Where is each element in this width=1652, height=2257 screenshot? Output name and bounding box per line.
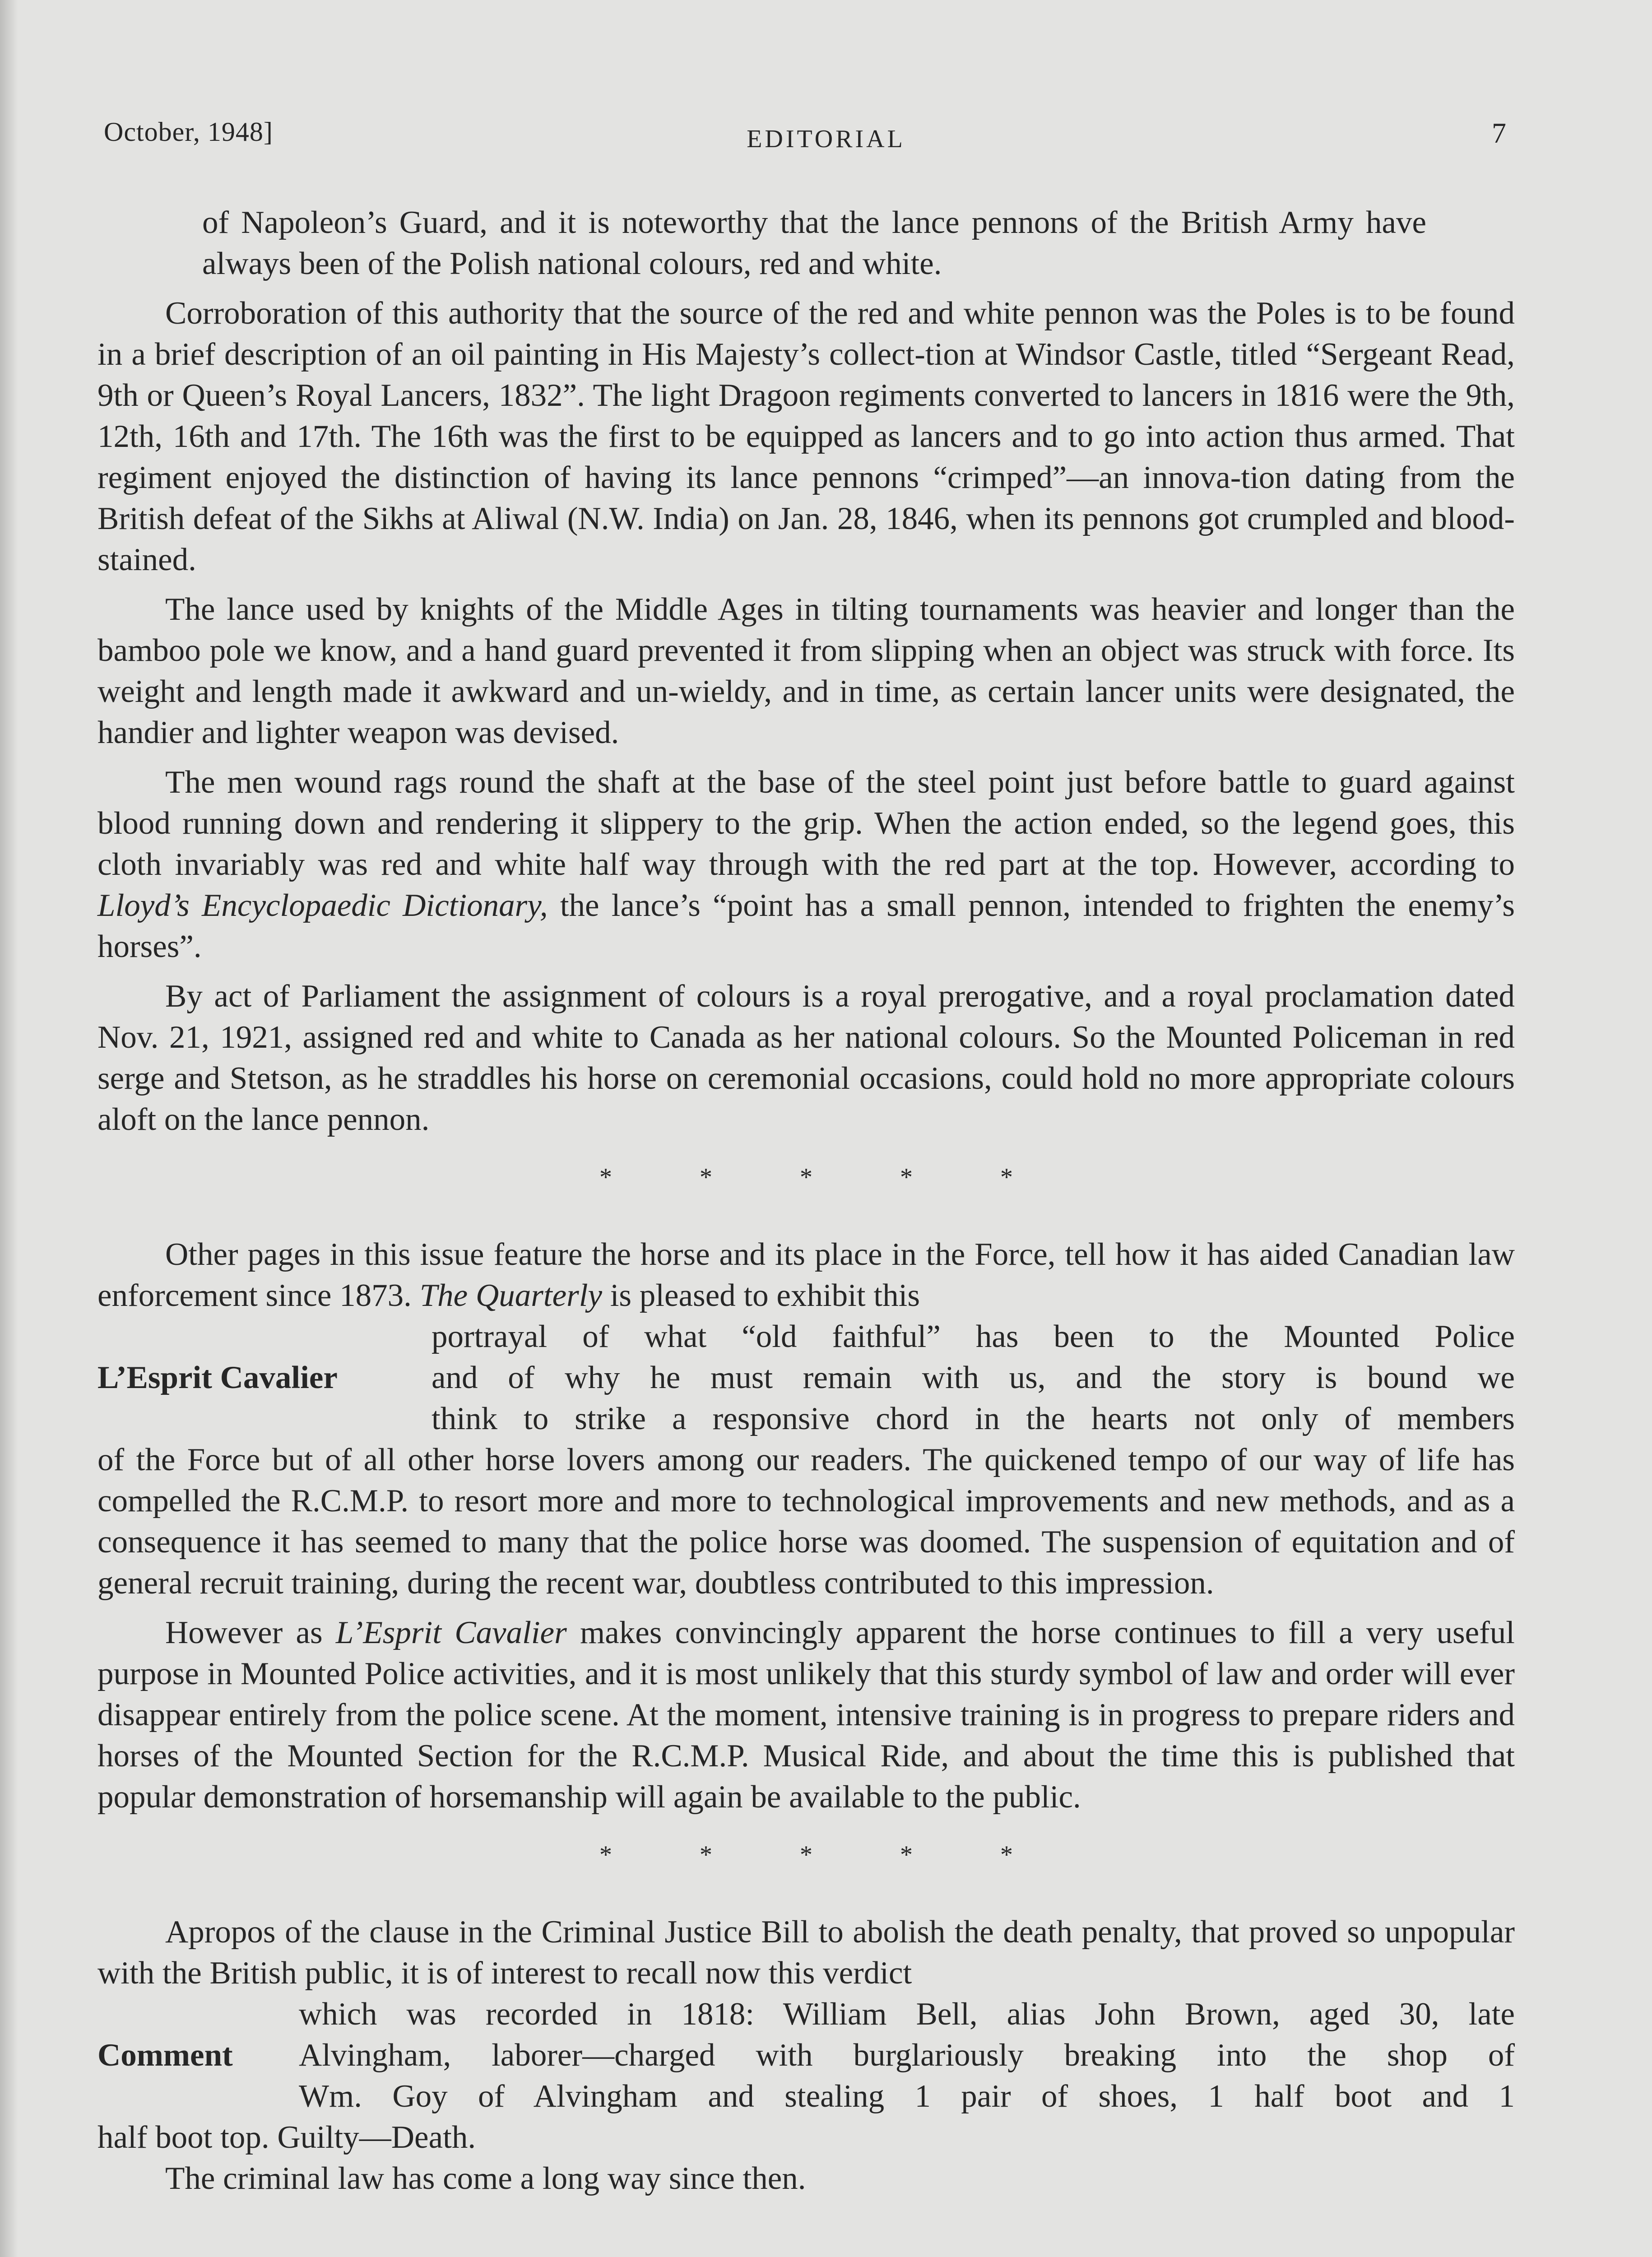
comment-closing: The criminal law has come a long way since then. [165,2161,806,2196]
comment-side-heading-block [97,1994,1515,2117]
running-head [0,116,1652,157]
esprit-continuation: of the Force but of all other horse lovers among our readers. The quickened tempo of our way of life has compelled the R.C.M.P. to resort more and more to technological improvements and new methods, and as a consequence it has seemed to many that the police horse was doomed. The suspension of equitation and of general recruit training, during the recent war, doubtless contributed to this impression. [97,1442,1515,1601]
paragraph-colours: By act of Parliament the assignment of colours is a royal prerogative, and a royal proclamation dated Nov. 21, 1921, assigned red and white to Canada as her national colours. So the Mounted Policeman in red serge and Stetson, as he straddles his horse on ceremonial occasions, could hold no more appropriate colours aloft on the lance pennon. [97,979,1515,1137]
section-separator: * * * * * [599,1163,1013,1191]
esprit-side-heading-block [97,1316,1515,1440]
dictionary-title: Lloyd’s Encyclopaedic Dictionary, [97,888,548,923]
paragraph-corroboration: Corroboration of this authority that the source of the red and white pennon was the Poles is to be found in a brief description of an oil painting in His Majesty’s collect-tion at Windsor Castle, titled “Sergeant Read, 9th or Queen’s Royal Lancers, 1832”. The light Dragoon regiments converted to lancers in 1816 were the 9th, 12th, 16th and 17th. The 16th was the first to be equipped as lancers and to go into action thus armed. That regiment enjoyed the distinction of having its lance pennons “crimped”—an innova-tion dating from the British defeat of the Sikhs at Aliwal (N.W. India) on Jan. 28, 1846, when its pennons got crumpled and blood-stained. [97,296,1515,577]
side-heading-comment: Comment [97,2038,233,2073]
issue-date: October, 1948] [104,117,273,147]
page-edge-shadow [0,0,18,2257]
section-separator: * * * * * [599,1841,1013,1869]
side-heading-lines: which was recorded in 1818: William Bell, alias John Brown, aged 30, late Alvingham, laborer—charged with burglariously breaking into the shop of Wm. Goy of Alvingham and stealing 1 pair of shoes, 1 half boot and 1 [299,1997,1515,2114]
paragraph-rags: The men wound rags round the shaft at the base of the steel point just before battle to guard against blood running down and rendering it slippery to the grip. When the action ended, so the legend goes, this cloth invariably was red and white half way through with the red part at the top. However, according to Lloyd’s Encyclopaedic Dictionary, the lance’s “point has a small pennon, intended to frighten the enemy’s horses”. [97,765,1515,964]
side-heading-lines: portrayal of what “old faithful” has been to the Mounted Police and of why he must remain with us, and the story is bound we think to strike a responsive chord in the hearts not only of members [432,1319,1515,1436]
continued-paragraph: of Napoleon’s Guard, and it is noteworthy that the lance pennons of the British Army have always been of the Polish national colours, red and white. [202,205,1426,281]
side-heading-esprit: L’Esprit Cavalier [97,1360,338,1395]
section-title: EDITORIAL [747,125,905,153]
comment-intro: Apropos of the clause in the Criminal Justice Bill to abolish the death penalty, that proved so unpopular with the British public, it is of interest to recall now this verdict [97,1914,1515,1991]
page-number: 7 [1492,117,1506,149]
comment-continuation: half boot top. Guilty—Death. [97,2120,476,2155]
esprit-title: L’Esprit Cavalier [335,1615,567,1650]
quarterly-title: The Quarterly [419,1278,602,1313]
esprit-paragraph-2: However as L’Esprit Cavalier makes convincingly apparent the horse continues to fill a very useful purpose in Mounted Police activities, and it is most unlikely that this sturdy symbol of law and order will ever disappear entirely from the police scene. At the moment, intensive training is in progress to prepare riders and horses of the Mounted Section for the R.C.M.P. Musical Ride, and about the time this is published that popular demonstration of horsemanship will again be available to the public. [97,1615,1515,1815]
esprit-intro: Other pages in this issue feature the horse and its place in the Force, tell how it has aided Canadian law enforcement since 1873. The Quarterly is pleased to exhibit this [97,1237,1515,1313]
paragraph-lance-history: The lance used by knights of the Middle Ages in tilting tournaments was heavier and longer than the bamboo pole we know, and a hand guard prevented it from slipping when an object was struck with force. Its weight and length made it awkward and un-wieldy, and in time, as certain lancer units were designated, the handier and lighter weapon was devised. [97,592,1515,750]
article-body [97,202,1515,2199]
